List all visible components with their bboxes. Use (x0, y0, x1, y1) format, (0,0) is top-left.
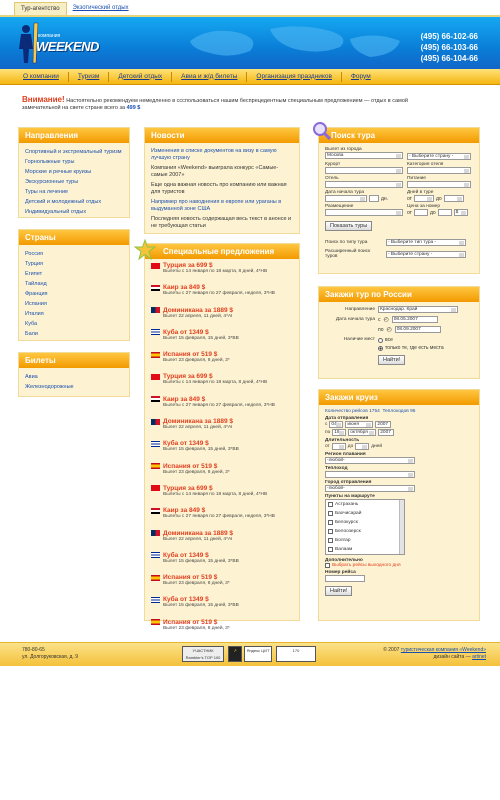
flag-es-icon (151, 619, 160, 625)
directions-title: Направления (19, 128, 129, 143)
tour-search-title: Поиск тура (319, 128, 479, 143)
flag-cu-icon (151, 441, 160, 447)
flag-tr-icon (151, 374, 160, 380)
offer-details: Вылет 15 февраля, 15 дней, 3*BB (163, 603, 239, 609)
offer-title-link[interactable] (151, 463, 293, 470)
nav-tickets[interactable]: Авиа и ж/д билеты (172, 72, 247, 82)
alert-price[interactable]: 499 $ (126, 105, 141, 111)
offer-details: Вылет 23 февраля, 8 дней, 3* (163, 625, 230, 631)
route-point-label: Белокурск (335, 520, 358, 525)
direction-item[interactable]: Детский и молодежный отдых (25, 199, 102, 205)
route-point-item[interactable] (326, 509, 404, 518)
tour-search-form (319, 143, 479, 263)
resort-label: Курорт (325, 162, 341, 167)
route-point-checkbox[interactable] (328, 547, 333, 552)
offer-details: Вылеты с 14 января по 18 марта, 8 дней, 4*HB (163, 380, 268, 386)
days-to-select[interactable] (444, 195, 464, 202)
header (0, 15, 500, 69)
russia-tour-title: Закажи тур по России (319, 287, 479, 302)
meal-select[interactable] (407, 181, 471, 188)
russia-tour-box (318, 286, 480, 379)
offer-title: Испания от 519 $ (163, 574, 218, 582)
counter-liveinternet[interactable]: 170 (276, 646, 316, 662)
cruise-count: 1754 (369, 409, 380, 414)
directions-box (18, 127, 130, 218)
offer-item (145, 418, 299, 440)
russia-tour-form (319, 302, 479, 369)
phone-1: (495) 66-102-66 (420, 32, 478, 41)
cruise-count-label: Количество рейсов (325, 409, 368, 414)
country-select[interactable]: - Выберите страну - (407, 153, 471, 160)
offer-details: Вылет 15 февраля, 15 дней, 3*BB (163, 335, 239, 341)
dep-from-label: с (325, 422, 328, 427)
direction-item[interactable]: Экскурсионные туры (25, 179, 79, 185)
departure-city-label: Город отправления (325, 480, 372, 485)
departure-city-select[interactable]: -любой- (325, 485, 415, 492)
special-offers-box (144, 243, 300, 631)
offer-title: Турция за 699 $ (163, 484, 213, 492)
offer-item (145, 552, 299, 574)
departure-date-label: Дата отправления (325, 416, 369, 421)
logo-word: WEEKEND (36, 39, 99, 54)
date-to-input[interactable]: 08.09.2007 (395, 326, 441, 333)
hotel-category-label: Категория отеля (407, 162, 444, 167)
currency-select[interactable]: $ (454, 209, 468, 216)
country-item[interactable]: Россия (25, 251, 44, 257)
offer-title-link[interactable] (151, 396, 293, 403)
extra-label: Дополнительно (325, 558, 363, 563)
news-list (145, 143, 299, 231)
rooms-select[interactable] (325, 209, 403, 216)
route-point-checkbox[interactable] (328, 538, 333, 543)
dur-from-label: от (325, 444, 330, 449)
country-item[interactable]: Тайланд (25, 281, 47, 287)
days-from-label: от (407, 195, 412, 202)
resort-select[interactable] (325, 167, 403, 174)
offer-details: Вылет 23 февраля, 8 дней, 3* (163, 469, 230, 475)
main-nav (0, 69, 500, 85)
offer-item (145, 463, 299, 485)
copyright-year: © 2007 (383, 647, 400, 653)
show-tours-button[interactable]: Показать туры (325, 221, 372, 231)
city-select[interactable]: Москва (325, 152, 403, 159)
hotel-category-select[interactable] (407, 167, 471, 174)
offer-title-link[interactable] (151, 485, 293, 492)
news-box (144, 127, 300, 234)
tour-type-label: Поиск по типу тура (325, 240, 368, 245)
price-from-label: от (407, 209, 412, 216)
news-item: Еще одна важная новость про компанию или важная для туристов (151, 182, 287, 195)
offer-item (145, 507, 299, 529)
offer-title: Куба от 1349 $ (163, 440, 209, 448)
news-item: Последняя новость содержащая весь текст в анонсе и не требующая статьи (151, 216, 292, 229)
route-points-list[interactable] (325, 499, 405, 555)
offer-details: Вылеты с 14 января по 18 марта, 8 дней, 4*HB (163, 269, 268, 274)
flag-tr-icon (151, 485, 160, 491)
route-point-checkbox[interactable] (328, 511, 333, 516)
country-item[interactable]: Франция (25, 291, 48, 297)
flag-es-icon (151, 463, 160, 469)
route-point-label: Валаам (335, 547, 353, 552)
flag-eg-icon (151, 508, 160, 514)
offer-details: Вылет 15 февраля, 15 дней, 3*BB (163, 558, 239, 564)
tickets-box (18, 352, 130, 397)
nav-events[interactable]: Организация праздников (247, 72, 342, 82)
meal-label: Питание (407, 176, 426, 181)
route-point-checkbox[interactable] (328, 502, 333, 507)
offer-title: Доминикана за 1889 $ (163, 529, 233, 537)
radio-all-label: все (385, 337, 393, 343)
ship-label: Теплоход (325, 466, 348, 471)
company-link[interactable]: туристическая компания «Weekend» (400, 647, 486, 653)
offer-item (145, 373, 299, 395)
price-to-label: до (429, 209, 436, 216)
weekend-label: Выбрать рейсы выходного дня (332, 563, 401, 568)
offer-title: Куба от 1349 $ (163, 551, 209, 559)
direction-item[interactable]: Туры на лечение (25, 189, 69, 195)
special-offers-title: Специальные предложения (145, 244, 299, 259)
flag-do-icon (151, 419, 160, 425)
direction-item[interactable]: Спортивный и экстремальный туризм (25, 149, 122, 155)
cruise-box (318, 389, 480, 621)
logo-small-text: компания (38, 33, 61, 39)
footer-copyright (383, 647, 486, 661)
directions-list (19, 143, 129, 221)
offer-details: Вылет 22 апреля, 11 дней, 4*AI (163, 425, 233, 431)
country-item[interactable]: Турция (25, 261, 43, 267)
flag-eg-icon (151, 396, 160, 402)
footer-phone: 780-80-65 (22, 647, 45, 653)
days-from-select[interactable] (414, 195, 434, 202)
weekend-checkbox[interactable] (325, 563, 330, 568)
price-label: Цена за номер (407, 204, 441, 209)
route-point-checkbox[interactable] (328, 529, 333, 534)
direction-item[interactable]: Индивидуальный отдых (25, 209, 87, 215)
design-label: дизайн сайта — (433, 654, 471, 660)
trip-number-input[interactable] (325, 575, 365, 582)
days-label: Дней в туре (407, 190, 434, 195)
offer-details: Вылеты с 14 января по 18 марта, 8 дней, 4*HB (163, 491, 268, 497)
tickets-list (19, 368, 129, 396)
trip-number-label: Номер рейса (325, 570, 356, 575)
offer-item (145, 485, 299, 507)
flag-do-icon (151, 307, 160, 313)
news-item[interactable]: Например про наводнения в европе или ураганы в выдуманной зоне США (151, 199, 282, 212)
phone-2: (495) 66-103-66 (420, 43, 478, 52)
top-tabs (14, 2, 135, 15)
region-select[interactable]: -любой- (325, 457, 415, 464)
offer-title: Испания от 519 $ (163, 351, 218, 359)
route-point-label: Астрахань (335, 502, 359, 507)
offer-item (145, 284, 299, 306)
offer-details: Вылет 23 февраля, 8 дней, 3* (163, 358, 230, 364)
tab-exotic[interactable]: Экзотический отдых (72, 5, 129, 11)
offer-title: Турция за 699 $ (163, 373, 213, 381)
flag-cu-icon (151, 552, 160, 558)
countries-list (19, 245, 129, 343)
route-point-label: Бахчисарай (335, 511, 362, 516)
tour-search-box (318, 127, 480, 274)
radio-all[interactable] (378, 338, 383, 343)
offer-item (145, 262, 299, 284)
counter-rambler[interactable]: УЧАСТНИК Rambler's TOP 100 (182, 646, 224, 662)
offer-item (145, 351, 299, 373)
footer-contacts (22, 647, 78, 661)
russia-find-button[interactable]: Найти! (378, 355, 405, 365)
offer-title: Куба от 1349 $ (163, 596, 209, 604)
direction-item[interactable]: Морские и речные круизы (25, 169, 92, 175)
offer-details: Вылеты с 27 января по 27 февраля, неделя, 3*HB (163, 514, 275, 520)
days-unit: дн. (381, 195, 389, 202)
offer-title: Доминикана за 1889 $ (163, 306, 233, 314)
dur-unit: дней (371, 444, 383, 449)
offer-details: Вылеты с 27 января по 27 февраля, неделя, 3*HB (163, 402, 275, 408)
dep-year-from[interactable]: 2007 (375, 421, 391, 428)
offer-title: Каир за 849 $ (163, 284, 206, 292)
offer-item (145, 396, 299, 418)
offers-list (145, 259, 299, 641)
route-point-item[interactable] (326, 518, 404, 527)
tab-tour-agency[interactable]: Тур-агентство (14, 2, 67, 15)
direction-select[interactable]: Краснодар. Край (378, 306, 458, 313)
ships-count: 95 (410, 409, 416, 414)
dur-from-select[interactable] (332, 443, 346, 450)
tickets-title: Билеты (19, 353, 129, 368)
route-point-item[interactable] (326, 536, 404, 545)
seats-label: Наличие мест (343, 337, 375, 342)
date-plus-input[interactable] (369, 195, 379, 202)
hotel-label: Отель (325, 176, 339, 181)
nav-about[interactable]: О компании (14, 72, 69, 82)
direction-label: Направление (345, 307, 375, 312)
dep-day-from[interactable]: 04 (329, 421, 343, 428)
route-point-label: Болгар (335, 538, 351, 543)
counter-yandex[interactable]: Яндекс ЦИТ (244, 646, 272, 662)
date-from-label: с (378, 316, 381, 323)
scrollbar[interactable] (399, 500, 404, 554)
footer-address: ул. Долгоруковская, д. 9 (22, 654, 79, 660)
price-from-input[interactable] (414, 209, 428, 216)
flag-cu-icon (151, 597, 160, 603)
ticket-item[interactable]: Авиа (25, 374, 38, 380)
date-from-input[interactable]: 08.05.2007 (392, 316, 438, 323)
route-point-item[interactable] (326, 500, 404, 509)
offer-title: Испания от 519 $ (163, 462, 218, 470)
flag-es-icon (151, 352, 160, 358)
offer-title: Куба от 1349 $ (163, 328, 209, 336)
dep-to-label: по (325, 430, 331, 435)
counter-arrow[interactable]: ↗ (228, 646, 242, 662)
designer-link[interactable]: artinet (472, 654, 486, 660)
news-item: Компания «Weekend» выиграла конкурс «Самые-самые 2007» (151, 165, 279, 178)
alert-banner (22, 96, 412, 112)
news-title: Новости (145, 128, 299, 143)
countries-title: Страны (19, 230, 129, 245)
offer-item (145, 596, 299, 618)
cruise-form (319, 405, 479, 600)
calendar-icon[interactable]: ◴ (386, 327, 392, 333)
radio-free-label: только те, где есть места (385, 345, 444, 351)
extended-search-label: Расширенный поиск туров (325, 249, 371, 259)
footer (0, 642, 500, 666)
offer-details: Вылет 22 апреля, 11 дней, 4*AI (163, 313, 233, 319)
dep-day-to[interactable]: 19 (332, 429, 346, 436)
duration-label: Длительность (325, 438, 360, 443)
dep-month-from[interactable]: июня (345, 421, 373, 428)
stars-icon (134, 239, 156, 261)
days-to-label: до (435, 195, 442, 202)
country-item[interactable]: Бали (25, 331, 38, 337)
flag-eg-icon (151, 285, 160, 291)
route-points-label: Пункты на маршруте (325, 494, 375, 499)
extended-search-select[interactable]: - Выберите страну - (386, 251, 466, 258)
phone-3: (495) 66-104-66 (420, 54, 478, 63)
logo[interactable] (14, 21, 99, 65)
offer-item (145, 530, 299, 552)
offer-title-link[interactable] (151, 619, 293, 626)
date-to-label: по (378, 326, 384, 333)
world-map-decoration (180, 21, 410, 63)
date-label: Дата начала тура (325, 190, 365, 195)
alert-title: Внимание! (22, 95, 65, 104)
offer-item (145, 329, 299, 351)
offer-details: Вылет 15 февраля, 15 дней, 3*BB (163, 447, 239, 453)
offer-item (145, 307, 299, 329)
cruise-title: Закажи круиз (319, 390, 479, 405)
offer-title-link[interactable] (151, 307, 293, 314)
alert-text: Настоятельно рекомендуем немедленно в ссспользоваться нашим беспрецедентным специальным предложением — отдых в самой замечательной на свете стране всего за (22, 98, 408, 111)
city-label: Вылет из города (325, 147, 362, 152)
price-to-input[interactable] (438, 209, 452, 216)
offer-title: Турция за 699 $ (163, 262, 213, 269)
route-point-item[interactable] (326, 527, 404, 536)
offer-title-link[interactable] (151, 530, 293, 537)
cruise-find-button[interactable]: Найти! (325, 586, 352, 596)
dep-year-to[interactable]: 2007 (378, 429, 394, 436)
country-item[interactable]: Египет (25, 271, 43, 277)
country-item[interactable]: Испания (25, 301, 47, 307)
offer-title: Доминикана за 1889 $ (163, 418, 233, 426)
offer-details: Вылет 23 февраля, 8 дней, 3* (163, 581, 230, 587)
nav-tourism[interactable]: Туризм (69, 72, 109, 82)
flag-tr-icon (151, 263, 160, 269)
flag-es-icon (151, 575, 160, 581)
offer-details: Вылеты с 27 января по 27 февраля, неделя, 3*HB (163, 291, 275, 297)
offer-item (145, 440, 299, 462)
tour-type-select[interactable]: - Выберите тип тура - (386, 239, 466, 246)
offer-item (145, 574, 299, 596)
phone-list (421, 31, 478, 64)
calendar-icon[interactable]: ◴ (383, 317, 389, 323)
region-label: Регион плавания (325, 452, 366, 457)
offer-details: Вылет 22 апреля, 11 дней, 4*AI (163, 536, 233, 542)
date-select[interactable] (325, 195, 367, 202)
route-point-checkbox[interactable] (328, 520, 333, 525)
hotel-select[interactable] (325, 181, 403, 188)
magnifier-icon (311, 120, 331, 140)
route-point-label: Белоозерск (335, 529, 361, 534)
direction-item[interactable]: Горнолыжные туры (25, 159, 75, 165)
rooms-label: Размещение (325, 204, 354, 209)
offer-title: Испания от 519 $ (163, 618, 218, 626)
news-item[interactable]: Изменения в списке документов на визу в самую лучшую страну (151, 148, 277, 161)
dep-month-to[interactable]: октября (348, 429, 376, 436)
offer-item (145, 619, 299, 641)
nav-forum[interactable]: Форум (350, 72, 371, 80)
dur-to-label: до (347, 444, 354, 449)
country-item[interactable]: Италия (25, 311, 44, 317)
offer-title-link[interactable] (151, 262, 293, 269)
countries-box (18, 229, 130, 341)
offer-title: Каир за 849 $ (163, 507, 206, 515)
flag-do-icon (151, 530, 160, 536)
start-date-label: Дата начала тура (335, 317, 375, 322)
dur-to-select[interactable] (355, 443, 369, 450)
nav-kids[interactable]: Детский отдых (109, 72, 172, 82)
route-point-item[interactable] (326, 545, 404, 554)
offer-title-link[interactable] (151, 329, 293, 336)
country-item[interactable]: Куба (25, 321, 38, 327)
flag-cu-icon (151, 329, 160, 335)
ship-select[interactable] (325, 471, 415, 478)
ships-count-label: Теплоходов (382, 409, 409, 414)
radio-free[interactable] (378, 346, 383, 351)
offer-title: Каир за 849 $ (163, 395, 206, 403)
offer-title-link[interactable] (151, 552, 293, 559)
ticket-item[interactable]: Железнодорожные (25, 384, 74, 390)
